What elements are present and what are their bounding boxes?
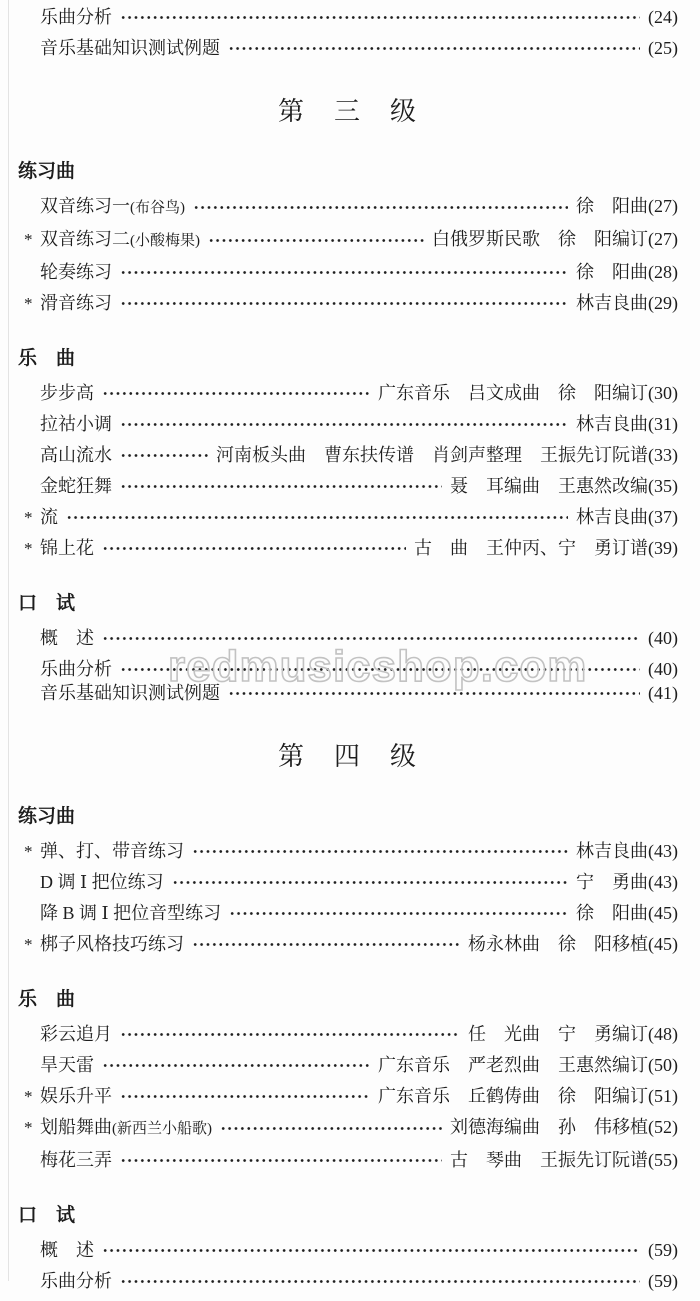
entry-title: 乐曲分析: [40, 659, 112, 679]
entry-page-number: (43): [648, 841, 678, 861]
toc-entry: [40, 658, 678, 680]
entry-attribution: 宁 勇曲: [576, 872, 648, 892]
entry-page-number: (59): [648, 1271, 678, 1291]
dot-leader: [120, 269, 568, 276]
entry-page-number: (25): [648, 38, 678, 58]
entry-attribution: 白俄罗斯民歌 徐 阳编订: [432, 229, 648, 249]
entry-attribution: 林吉良曲: [576, 293, 648, 313]
toc-entry: [40, 1270, 678, 1292]
entry-title: 流: [40, 507, 58, 527]
entry-attribution: 徐 阳曲: [576, 903, 648, 923]
entry-attribution: 广东音乐 丘鹤俦曲 徐 阳编订: [378, 1086, 648, 1106]
entry-title: 梅花三弄: [40, 1150, 112, 1170]
toc-entry: [40, 1023, 678, 1045]
entry-attribution: 古 琴曲 王振先订阮谱: [450, 1150, 648, 1170]
entry-page-number: (50): [648, 1055, 678, 1075]
entry-page-number: (37): [648, 507, 678, 527]
entry-subtitle: (新西兰小船歌): [112, 1121, 212, 1137]
entry-attribution: 林吉良曲: [576, 507, 648, 527]
star-marker: *: [24, 230, 33, 249]
section-heading: 乐 曲: [18, 989, 76, 1010]
toc-entry: [40, 682, 678, 704]
toc-entry: [40, 6, 678, 28]
entry-page-number: (39): [648, 538, 678, 558]
section-heading: 口 试: [18, 1205, 76, 1226]
level-heading: 第 三 级: [277, 97, 418, 126]
section-heading: 乐 曲: [18, 348, 76, 369]
entry-attribution: 徐 阳曲: [576, 196, 648, 216]
toc-entry: [40, 382, 678, 404]
entry-page-number: (24): [648, 7, 678, 27]
entry-page-number: (48): [648, 1024, 678, 1044]
toc-entry: [40, 1054, 678, 1076]
toc-entry: [40, 475, 678, 497]
dot-leader: [228, 45, 640, 52]
entry-title: 轮奏练习: [40, 262, 112, 282]
dot-leader: [120, 1157, 442, 1164]
entry-attribution: 广东音乐 严老烈曲 王惠然编订: [378, 1055, 648, 1075]
entry-attribution: 任 光曲 宁 勇编订: [468, 1024, 648, 1044]
entry-page-number: (45): [648, 934, 678, 954]
toc-entry: [24, 228, 678, 252]
dot-leader: [192, 848, 568, 855]
entry-subtitle: (小酸梅果): [130, 233, 200, 249]
entry-page-number: (30): [648, 383, 678, 403]
entry-title: 弹、打、带音练习: [40, 841, 184, 861]
entry-title: 划船舞曲: [40, 1117, 112, 1137]
entry-title: 双音练习二: [40, 229, 130, 249]
dot-leader: [120, 14, 640, 21]
toc-entry: [40, 413, 678, 435]
toc-entry: [40, 444, 678, 466]
entry-page-number: (51): [648, 1086, 678, 1106]
star-marker: *: [24, 539, 33, 558]
entry-title: 乐曲分析: [40, 1271, 112, 1291]
dot-leader: [102, 1247, 640, 1254]
dot-leader: [172, 879, 568, 886]
entry-page-number: (52): [648, 1117, 678, 1137]
dot-leader: [120, 483, 442, 490]
entry-title: 娱乐升平: [40, 1086, 112, 1106]
entry-page-number: (40): [648, 659, 678, 679]
section-heading: 口 试: [18, 593, 76, 614]
dot-leader: [120, 1031, 460, 1038]
entry-attribution: 古 曲 王仲丙、宁 勇订谱: [414, 538, 648, 558]
entry-attribution: 刘德海编曲 孙 伟移植: [450, 1117, 648, 1137]
toc-entry: [24, 1116, 678, 1140]
toc-entry: [40, 1149, 678, 1171]
entry-title: 金蛇狂舞: [40, 476, 112, 496]
toc-entry: [24, 933, 678, 955]
star-marker: *: [24, 1087, 33, 1106]
entry-attribution: 杨永林曲 徐 阳移植: [468, 934, 648, 954]
entry-title: 降 B 调 Ⅰ 把位音型练习: [40, 903, 222, 923]
entry-page-number: (31): [648, 414, 678, 434]
entry-attribution: 徐 阳曲: [576, 262, 648, 282]
dot-leader: [120, 666, 640, 673]
entry-page-number: (33): [648, 445, 678, 465]
dot-leader: [66, 514, 568, 521]
entry-page-number: (45): [648, 903, 678, 923]
star-marker: *: [24, 935, 33, 954]
toc-entry: [40, 195, 678, 219]
star-marker: *: [24, 294, 33, 313]
dot-leader: [102, 545, 406, 552]
entry-attribution: 林吉良曲: [576, 414, 648, 434]
dot-leader: [120, 421, 568, 428]
dot-leader: [120, 1278, 640, 1285]
entry-subtitle: (布谷鸟): [130, 200, 185, 216]
toc-entry: [24, 292, 678, 314]
entry-page-number: (40): [648, 628, 678, 648]
entry-attribution: 聂 耳编曲 王惠然改编: [450, 476, 648, 496]
dot-leader: [192, 941, 460, 948]
dot-leader: [228, 690, 640, 697]
star-marker: *: [24, 508, 33, 527]
entry-title: 概 述: [40, 628, 94, 648]
entry-page-number: (27): [648, 196, 678, 216]
entry-title: 拉祜小调: [40, 414, 112, 434]
entry-title: 乐曲分析: [40, 7, 112, 27]
entry-page-number: (35): [648, 476, 678, 496]
entry-title: 步步高: [40, 383, 94, 403]
entry-attribution: 林吉良曲: [576, 841, 648, 861]
toc-entry: [40, 902, 678, 924]
entry-title: 音乐基础知识测试例题: [40, 683, 220, 703]
star-marker: *: [24, 842, 33, 861]
entry-title: 旱天雷: [40, 1055, 94, 1075]
entry-title: 双音练习一: [40, 196, 130, 216]
toc-entry: [40, 37, 678, 59]
dot-leader: [102, 635, 640, 642]
dot-leader: [120, 452, 208, 459]
toc-entry: [40, 627, 678, 649]
entry-page-number: (29): [648, 293, 678, 313]
dot-leader: [229, 910, 568, 917]
section-heading: 练习曲: [18, 161, 76, 182]
dot-leader: [220, 1125, 442, 1132]
entry-attribution: 广东音乐 吕文成曲 徐 阳编订: [378, 383, 648, 403]
dot-leader: [208, 237, 424, 244]
toc-entry: [24, 506, 678, 528]
entry-title: 滑音练习: [40, 293, 112, 313]
dot-leader: [120, 300, 568, 307]
entry-title: 概 述: [40, 1240, 94, 1260]
toc-entry: [24, 537, 678, 559]
entry-attribution: 河南板头曲 曹东扶传谱 肖剑声整理 王振先订阮谱: [216, 445, 648, 465]
entry-page-number: (43): [648, 872, 678, 892]
star-marker: *: [24, 1118, 33, 1137]
toc-entry: [24, 1085, 678, 1107]
toc-entry: [40, 1239, 678, 1261]
entry-title: 锦上花: [40, 538, 94, 558]
dot-leader: [102, 1062, 370, 1069]
dot-leader: [193, 204, 568, 211]
entry-page-number: (59): [648, 1240, 678, 1260]
toc-entry: [40, 261, 678, 283]
level-heading: 第 四 级: [277, 742, 418, 771]
entry-title: 高山流水: [40, 445, 112, 465]
entry-page-number: (41): [648, 683, 678, 703]
entry-page-number: (28): [648, 262, 678, 282]
entry-title: 梆子风格技巧练习: [40, 934, 184, 954]
section-heading: 练习曲: [18, 806, 76, 827]
toc-entry: [24, 840, 678, 862]
dot-leader: [102, 390, 370, 397]
entry-title: 彩云追月: [40, 1024, 112, 1044]
watermark: redmusicshop.com: [168, 642, 588, 691]
entry-page-number: (27): [648, 229, 678, 249]
entry-title: D 调 Ⅰ 把位练习: [40, 872, 164, 892]
entry-page-number: (55): [648, 1150, 678, 1170]
toc-entry: [40, 871, 678, 893]
dot-leader: [120, 1093, 370, 1100]
entry-title: 音乐基础知识测试例题: [40, 38, 220, 58]
